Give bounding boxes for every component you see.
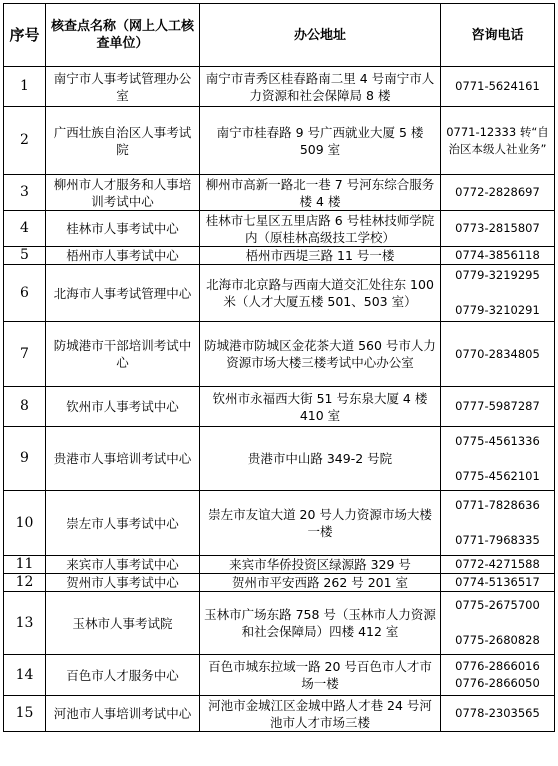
phone-cell — [441, 655, 555, 696]
header-no: 序号 — [4, 4, 46, 67]
table-row — [4, 387, 555, 427]
office-address: 崇左市友谊大道 20 号人力资源市场大楼一楼 — [200, 491, 441, 556]
row-number: 9 — [4, 427, 46, 491]
office-address: 桂林市七星区五里店路 6 号桂林技师学院内（原桂林高级技工学校） — [200, 211, 441, 247]
checkpoint-name: 来宾市人事考试中心 — [46, 556, 200, 574]
checkpoint-name: 桂林市人事考试中心 — [46, 211, 200, 247]
table-row — [4, 655, 555, 696]
checkpoint-name: 河池市人事培训考试中心 — [46, 696, 200, 732]
office-address: 梧州市西堤三路 11 号一楼 — [200, 247, 441, 265]
phone-cell — [441, 592, 555, 655]
row-number: 4 — [4, 211, 46, 247]
checkpoint-name: 百色市人才服务中心 — [46, 655, 200, 696]
phone-number: 0772-4271588 — [455, 557, 540, 571]
checkpoint-name: 玉林市人事考试院 — [46, 592, 200, 655]
row-number: 5 — [4, 247, 46, 265]
phone-cell — [441, 574, 555, 592]
office-address: 南宁市青秀区桂春路南二里 4 号南宁市人力资源和社会保障局 8 楼 — [200, 67, 441, 107]
phone-number: 0771-12333 转“自治区本级人社业务” — [446, 124, 549, 156]
phone-cell — [441, 556, 555, 574]
table-row — [4, 592, 555, 655]
phone-cell — [441, 427, 555, 491]
table-row — [4, 322, 555, 387]
row-number: 2 — [4, 107, 46, 175]
office-address: 北海市北京路与西南大道交汇处往东 100 米（人才大厦五楼 501、503 室） — [200, 265, 441, 322]
phone-number: 0775-4561336 — [455, 433, 540, 448]
phone-number: 0774-5136517 — [455, 575, 540, 589]
phone-cell — [441, 211, 555, 247]
office-address: 玉林市广场东路 758 号（玉林市人力资源和社会保障局）四楼 412 室 — [200, 592, 441, 655]
office-address: 来宾市华侨投资区绿源路 329 号 — [200, 556, 441, 574]
phone-cell — [441, 67, 555, 107]
row-number: 14 — [4, 655, 46, 696]
phone-cell — [441, 265, 555, 322]
table-row — [4, 175, 555, 211]
row-number: 13 — [4, 592, 46, 655]
checkpoint-name: 钦州市人事考试中心 — [46, 387, 200, 427]
phone-number: 0777-5987287 — [455, 399, 540, 413]
row-number: 15 — [4, 696, 46, 732]
phone-number: 0775-2680828 — [455, 633, 540, 647]
phone-cell — [441, 322, 555, 387]
phone-number: 0776-2866016 — [455, 659, 540, 673]
table-row — [4, 67, 555, 107]
phone-number: 0771-5624161 — [455, 79, 540, 93]
table-row — [4, 574, 555, 592]
phone-number: 0771-7828636 — [455, 498, 540, 512]
table-row — [4, 265, 555, 322]
header-row — [4, 4, 555, 67]
phone-number: 0779-3210291 — [455, 303, 540, 317]
checkpoint-name: 柳州市人才服务和人事培训考试中心 — [46, 175, 200, 211]
row-number: 8 — [4, 387, 46, 427]
phone-cell — [441, 175, 555, 211]
row-number: 6 — [4, 265, 46, 322]
row-number: 12 — [4, 574, 46, 592]
table-body — [4, 67, 555, 732]
office-address: 贺州市平安西路 262 号 201 室 — [200, 574, 441, 592]
phone-cell — [441, 247, 555, 265]
phone-gap — [443, 450, 552, 468]
table-row — [4, 696, 555, 732]
phone-number: 0770-2834805 — [455, 346, 540, 361]
checkpoint-name: 贺州市人事考试中心 — [46, 574, 200, 592]
table-row — [4, 427, 555, 491]
phone-number: 0771-7968335 — [455, 533, 540, 547]
phone-number: 0774-3856118 — [455, 248, 540, 262]
contact-table-container — [3, 3, 555, 732]
table-row — [4, 491, 555, 556]
checkpoint-name: 崇左市人事考试中心 — [46, 491, 200, 556]
phone-gap — [443, 514, 552, 532]
header-address: 办公地址 — [200, 4, 441, 67]
table-row — [4, 211, 555, 247]
office-address: 百色市城东拉域一路 20 号百色市人才市场一楼 — [200, 655, 441, 696]
header-name: 核查点名称（网上人工核查单位） — [46, 4, 200, 67]
phone-cell — [441, 696, 555, 732]
phone-number: 0778-2303565 — [455, 706, 540, 720]
phone-number: 0775-4562101 — [455, 468, 540, 483]
phone-cell — [441, 387, 555, 427]
office-address: 贵港市中山路 349-2 号院 — [200, 427, 441, 491]
phone-number: 0776-2866050 — [455, 676, 540, 690]
office-address: 南宁市桂春路 9 号广西就业大厦 5 楼 509 室 — [200, 107, 441, 175]
row-number: 11 — [4, 556, 46, 574]
office-address: 柳州市高新一路北一巷 7 号河东综合服务楼 4 楼 — [200, 175, 441, 211]
checkpoint-name: 北海市人事考试管理中心 — [46, 265, 200, 322]
checkpoint-name: 广西壮族自治区人事考试院 — [46, 107, 200, 175]
checkpoint-name: 南宁市人事考试管理办公室 — [46, 67, 200, 107]
row-number: 1 — [4, 67, 46, 107]
phone-number: 0775-2675700 — [455, 598, 540, 612]
table-row — [4, 556, 555, 574]
phone-gap — [443, 614, 552, 632]
phone-cell — [441, 107, 555, 175]
row-number: 10 — [4, 491, 46, 556]
office-address: 河池市金城江区金城中路人才巷 24 号河池市人才市场三楼 — [200, 696, 441, 732]
checkpoint-name: 防城港市干部培训考试中心 — [46, 322, 200, 387]
contact-table — [3, 3, 555, 732]
table-row — [4, 107, 555, 175]
phone-number: 0779-3219295 — [455, 268, 540, 282]
phone-gap — [443, 284, 552, 302]
row-number: 3 — [4, 175, 46, 211]
row-number: 7 — [4, 322, 46, 387]
office-address: 防城港市防城区金花茶大道 560 号市人力资源市场大楼三楼考试中心办公室 — [200, 322, 441, 387]
office-address: 钦州市永福西大街 51 号东泉大厦 4 楼 410 室 — [200, 387, 441, 427]
checkpoint-name: 贵港市人事培训考试中心 — [46, 427, 200, 491]
table-row — [4, 247, 555, 265]
header-phone: 咨询电话 — [441, 4, 555, 67]
checkpoint-name: 梧州市人事考试中心 — [46, 247, 200, 265]
phone-number: 0773-2815807 — [455, 221, 540, 235]
phone-cell — [441, 491, 555, 556]
phone-number: 0772-2828697 — [455, 185, 540, 199]
